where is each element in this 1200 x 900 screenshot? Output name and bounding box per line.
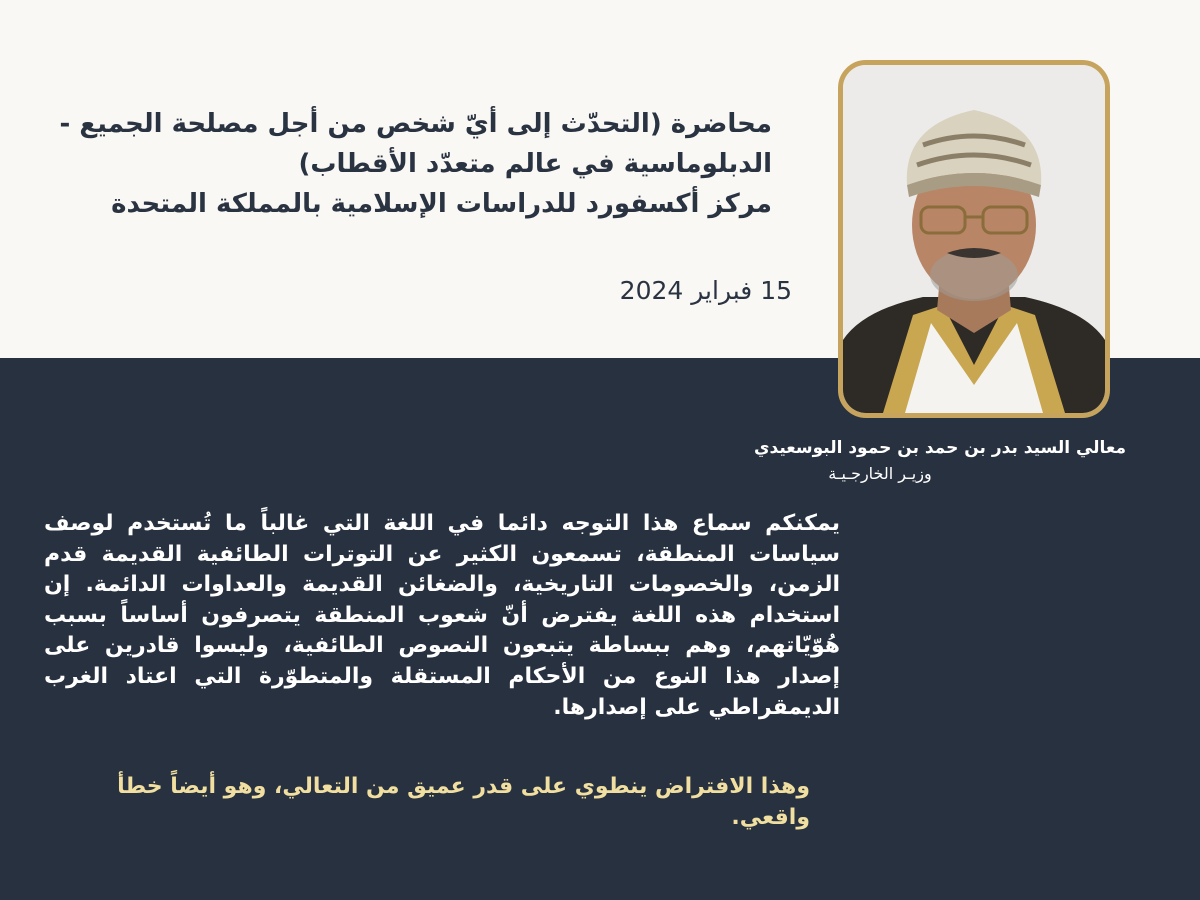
speech-excerpt: يمكنكم سماع هذا التوجه دائما في اللغة التي غالباً ما تُستخدم لوصف سياسات المنطقة، تسمعون الكثير عن التوترات الطائفية القديمة قدم الزمن، والخصومات التاريخية، والضغائن القديمة والعداوات الدائمة. إن استخدام هذه اللغة يفترض أنّ شعوب المنطقة يتصرفون أساساً بسبب هُوّيّاتهم، وهم ببساطة يتبعون النصوص الطائفية، وليسوا قادرين على إصدار هذا النوع من الأحكام المستقلة والمتطوّرة التي اعتاد الغرب الديمقراطي على إصدارها.	[44, 511, 840, 720]
highlighted-quote: وهذا الافتراض ينطوي على قدر عميق من التعالي، وهو أيضاً خطأ واقعي.	[117, 774, 810, 830]
portrait-frame	[838, 60, 1110, 418]
minister-role: وزيـر الخارجـيـة	[828, 464, 932, 483]
event-date: 15 فبراير 2024	[619, 276, 792, 305]
portrait-caption	[730, 434, 1150, 486]
title-line-2: الدبلوماسية في عالم متعدّد الأقطاب)	[298, 149, 772, 179]
title-line-3: مركز أكسفورد للدراسات الإسلامية بالمملكة المتحدة	[111, 189, 772, 219]
lecture-title	[52, 104, 772, 224]
minister-portrait-image	[843, 65, 1105, 413]
title-line-1: محاضرة (التحدّث إلى أيّ شخص من أجل مصلحة الجميع -	[59, 109, 772, 139]
minister-name: معالي السيد بدر بن حمد بن حمود البوسعيدي	[753, 438, 1127, 458]
